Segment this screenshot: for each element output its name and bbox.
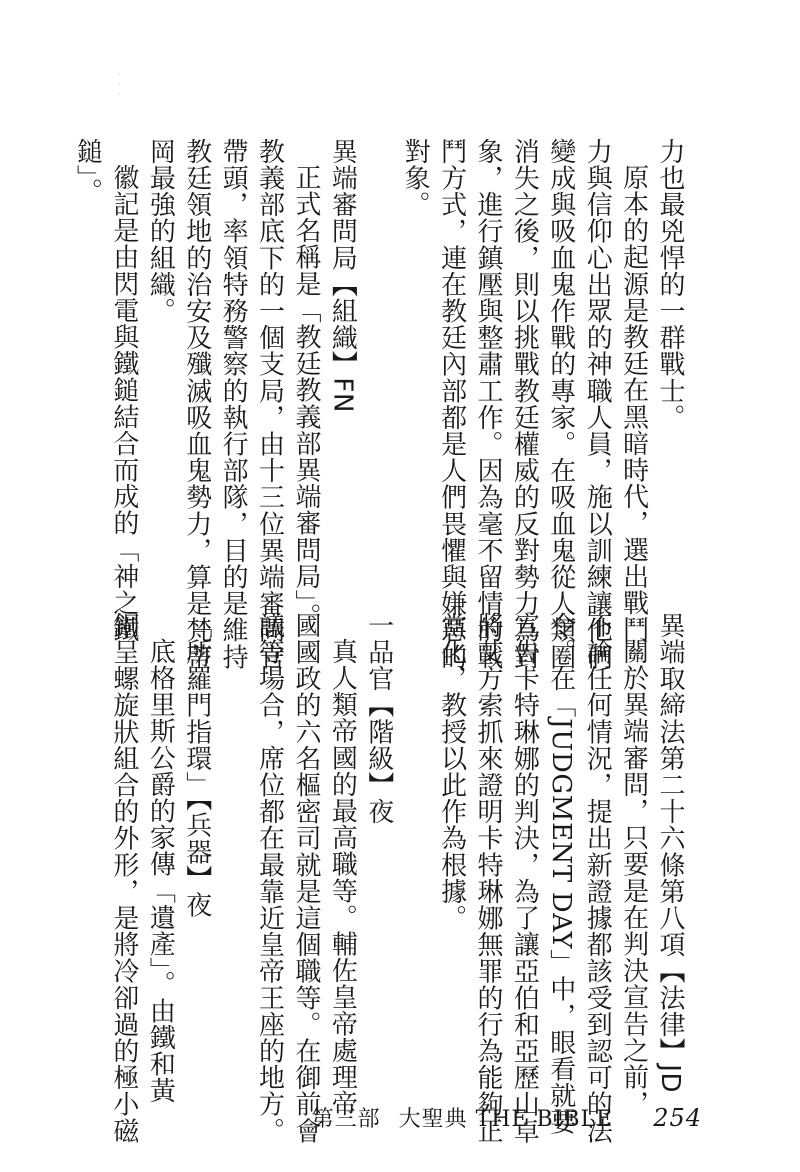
entry-heading: 一品官【階級】夜 (363, 612, 394, 825)
text-line: 當化，教授以此作為根據。 (436, 612, 467, 932)
text-line: 教廷領地的治安及殲滅吸血鬼勢力，算是梵蒂 (181, 138, 212, 670)
text-line: 力也最兇悍的一群戰士。 (655, 138, 685, 431)
page-number: 254 (653, 1104, 702, 1132)
text-line: 力與信仰心出眾的神職人員，施以訓練讓他們 (582, 138, 613, 670)
blank-line (397, 612, 433, 1092)
text-line: 帶頭，率領特務警察的執行部隊，目的是維持 (218, 138, 249, 670)
text-line: 令。在「JUDGMENT DAY」中，眼看就要 (545, 612, 576, 1136)
text-line: 岡最強的組織。 (145, 138, 176, 325)
text-line: 將艾方索抓來證明卡特琳娜無罪的行為能夠正 (472, 612, 503, 1144)
text-line: 銅呈螺旋狀組合的外形，是將冷卻過的極小磁 (108, 612, 139, 1144)
footer-book-title: 大聖典 THE BIBLE (398, 1107, 614, 1132)
text-line: 關於異端審問，只要是在判決宣告之前， (618, 638, 649, 1117)
text-line: 徽記是由閃電與鐵鎚結合而成的「神之鐵 (108, 164, 139, 643)
entry-heading: 異端審問局【組織】FN (327, 138, 358, 414)
text-line: 消失之後，則以挑戰教廷權威的反對勢力為對 (509, 138, 540, 670)
text-line: 原本的起源是教廷在黑暗時代，選出戰鬥 (618, 164, 649, 643)
footer-chapter: 第三部 (311, 1107, 381, 1132)
text-line: 對象。 (400, 138, 431, 218)
entry-heading: 「所羅門指環」【兵器】夜 (181, 612, 212, 919)
text-line: 教義部底下的一個支局，由十三位異端審問官 (254, 138, 285, 670)
blank-line (215, 612, 251, 1092)
text-line: 真人類帝國的最高職等。輔佐皇帝處理帝 (327, 638, 358, 1117)
text-line: 鬥方式，連在教廷內部都是人們畏懼與嫌惡的 (436, 138, 467, 670)
text-line: 國國政的六名樞密司就是這個職等。在御前會 (290, 612, 321, 1144)
text-line: 變成與吸血鬼作戰的專家。在吸血鬼從人類圈 (545, 138, 576, 670)
entry-heading: 異端取締法第二十六條第八項【法律】JD (655, 612, 685, 1094)
text-line: 不論任何情況，提出新證據都該受到認可的法 (582, 612, 613, 1144)
text-line: 鎚」。 (72, 138, 103, 205)
blank-line (360, 138, 396, 578)
scan-speck: · · · (118, 70, 121, 99)
text-line: 底格里斯公爵的家傳「遺產」。由鐵和黃 (145, 638, 176, 1104)
upper-text-column (69, 138, 688, 670)
text-line: 議等場合，席位都在最靠近皇帝王座的地方。 (254, 612, 285, 1144)
text-line: 宣告卡特琳娜的判決，為了讓亞伯和亞歷山卓 (509, 612, 540, 1144)
text-line: 正式名稱是「教廷教義部異端審問局」。 (290, 164, 321, 630)
page-footer (312, 1102, 702, 1133)
text-line: 象，進行鎮壓與整肅工作。因為毫不留情的戰 (472, 138, 503, 670)
